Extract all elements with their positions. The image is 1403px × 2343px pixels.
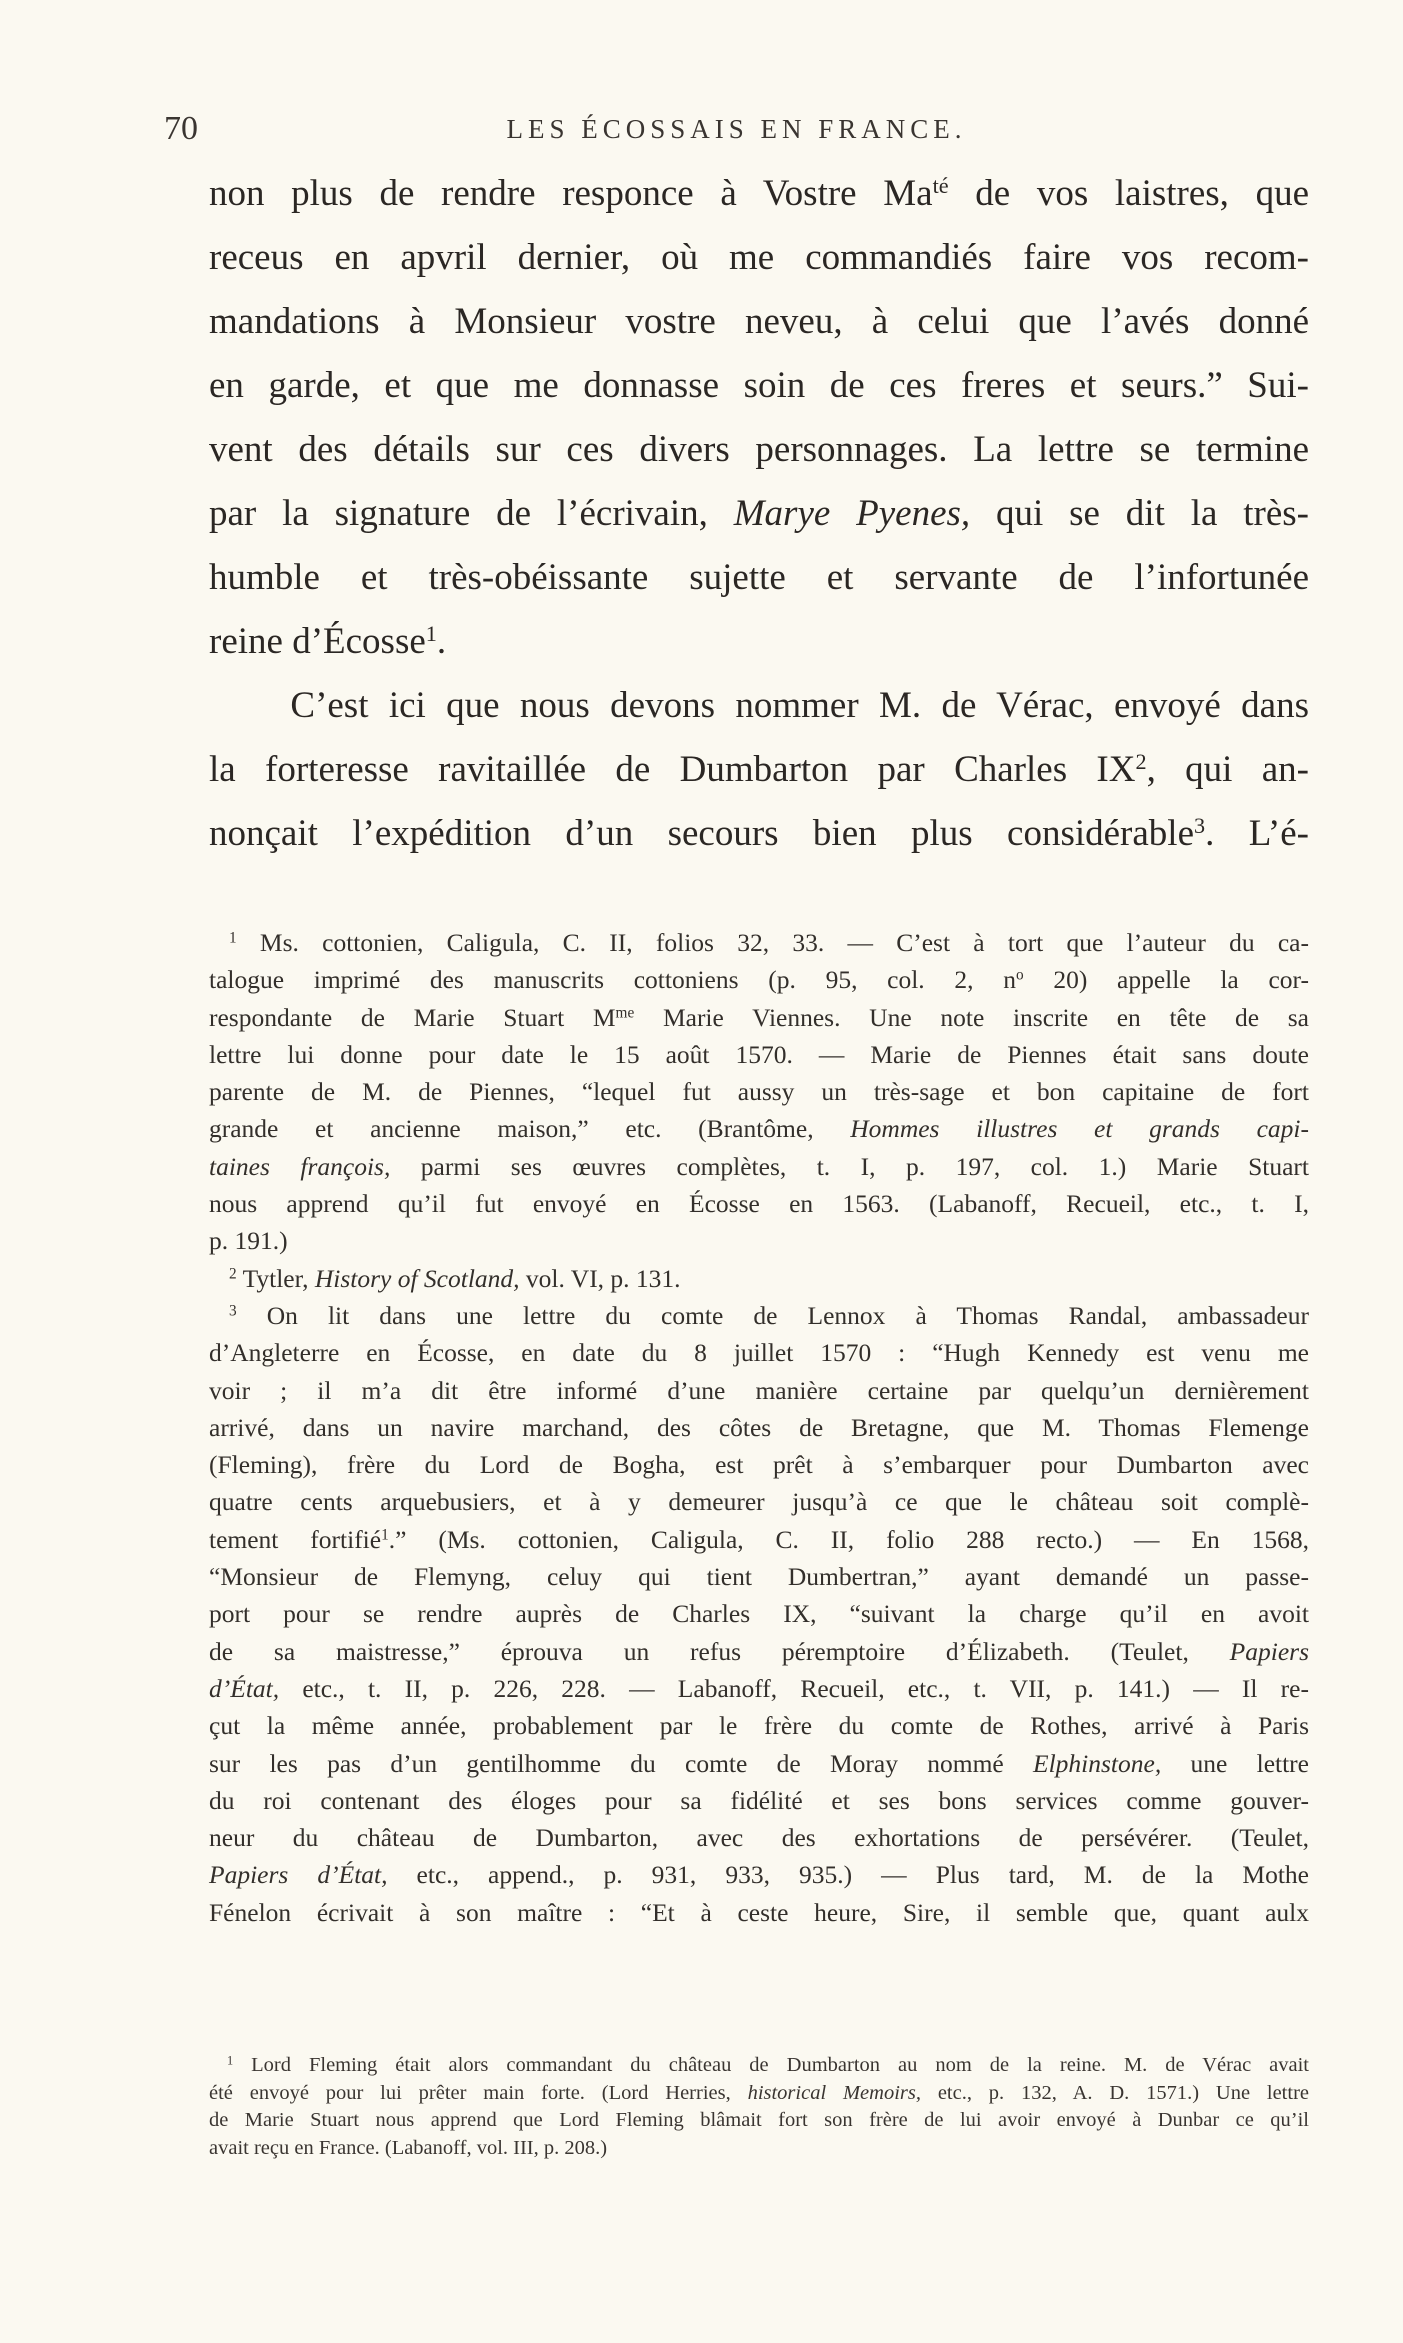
text-line	[209, 1558, 1309, 1595]
text-run: .	[436, 621, 447, 662]
superscript: 2	[229, 1265, 237, 1283]
italic-text: historical Memoirs,	[747, 2081, 921, 2104]
text-line	[209, 2052, 1309, 2080]
text-run: respondante de Marie Stuart M	[209, 1002, 616, 1032]
italic-text: d’État,	[209, 1673, 280, 1703]
text-run: neur du château de Dumbarton, avec des exhortations de persévérer. (Teulet,	[209, 1823, 1309, 1853]
text-line	[209, 674, 1309, 738]
running-header	[164, 110, 1309, 154]
superscript: o	[1015, 966, 1024, 984]
italic-text: Hommes illustres et grands capi-	[850, 1114, 1309, 1144]
text-run: nous apprend qu’il fut envoyé en Écosse en 1563. (Labanoff, Recueil, etc., t. I,	[209, 1189, 1309, 1219]
text-line	[209, 1185, 1309, 1222]
text-line	[209, 1670, 1309, 1707]
text-line	[209, 546, 1309, 610]
text-line	[209, 1521, 1309, 1558]
text-run: talogue imprimé des manuscrits cottoniens (p. 95, col. 2, n	[209, 965, 1016, 995]
text-line	[209, 1483, 1309, 1520]
text-run: p. 191.)	[209, 1226, 288, 1256]
text-run: de sa maistresse,” éprouva un refus péremptoire d’Élizabeth. (Teulet,	[209, 1636, 1230, 1666]
text-run: été envoyé pour lui prêter main forte. (Lord Herries,	[209, 2081, 748, 2104]
text-run: etc., t. II, p. 226, 228. — Labanoff, Recueil, etc., t. VII, p. 141.) — Il re-	[279, 1673, 1309, 1703]
text-run: voir ; il m’a dit être informé d’une manière certaine par quelqu’un dernièrement	[209, 1375, 1309, 1405]
superscript: 1	[227, 2053, 234, 2068]
text-run: par la signature de l’écrivain,	[209, 493, 734, 534]
text-line	[209, 1073, 1309, 1110]
text-run: On lit dans une lettre du comte de Lennox à Thomas Randal, ambassadeur	[236, 1300, 1309, 1330]
text-line	[209, 226, 1309, 290]
text-run: arrivé, dans un navire marchand, des côtes de Bretagne, que M. Thomas Flemenge	[209, 1412, 1309, 1442]
text-run: la forteresse ravitaillée de Dumbarton par Charles IX	[209, 749, 1136, 790]
text-line	[209, 1819, 1309, 1856]
text-run: parmi ses œuvres complètes, t. I, p. 197, col. 1.) Marie Stuart	[390, 1151, 1309, 1181]
text-line	[209, 999, 1309, 1036]
superscript: 3	[1194, 812, 1206, 838]
text-run: parente de M. de Piennes, “lequel fut aussy un très-sage et bon capitaine de fort	[209, 1077, 1309, 1107]
text-line	[209, 2135, 1309, 2163]
text-run: çut la même année, probablement par le frère du comte de Rothes, arrivé à Paris	[209, 1711, 1309, 1741]
text-run: qui se dit la très-	[970, 493, 1309, 534]
italic-text: Papiers	[1229, 1636, 1309, 1666]
text-line	[209, 354, 1309, 418]
text-run: de Marie Stuart nous apprend que Lord Fleming blâmait fort son frère de lui avoir envoyé à Dunbar ce qu’il	[209, 2109, 1309, 2131]
text-line	[209, 1782, 1309, 1819]
text-line	[209, 1036, 1309, 1073]
text-run: grande et ancienne maison,” etc. (Brantôme,	[209, 1114, 851, 1144]
text-run: Fénelon écrivait à son maître : “Et à ceste heure, Sire, il semble que, quant aulx	[209, 1897, 1309, 1927]
text-run: Lord Fleming était alors commandant du château de Dumbarton au nom de la reine. M. de Vérac avait	[233, 2054, 1309, 2076]
text-run: en garde, et que me donnasse soin de ces freres et seurs.” Sui-	[209, 365, 1309, 406]
superscript: 1	[229, 929, 237, 947]
text-line	[209, 2107, 1309, 2135]
text-run: Tytler,	[236, 1263, 315, 1293]
text-run: receus en apvril dernier, où me commandiés faire vos recom-	[209, 237, 1309, 278]
main-text	[209, 162, 1309, 866]
superscript: 1	[381, 1526, 389, 1544]
text-run: Marie Viennes. Une note inscrite en tête de sa	[634, 1002, 1309, 1032]
text-run: sur les pas d’un gentilhomme du comte de Moray nommé	[209, 1748, 1034, 1778]
text-run: port pour se rendre auprès de Charles IX, “suivant la charge qu’il en avoit	[209, 1599, 1309, 1629]
text-line	[209, 1409, 1309, 1446]
text-run: mandations à Monsieur vostre neveu, à celui que l’avés donné	[209, 301, 1309, 342]
text-run: etc., p. 132, A. D. 1571.) Une lettre	[921, 2081, 1310, 2104]
text-line	[209, 1297, 1309, 1334]
italic-text: Marye Pyenes,	[733, 493, 971, 534]
text-run: d’Angleterre en Écosse, en date du 8 juillet 1570 : “Hugh Kennedy est venu me	[209, 1338, 1309, 1368]
text-line	[209, 418, 1309, 482]
text-line	[209, 1372, 1309, 1409]
text-line	[209, 1707, 1309, 1744]
text-line	[209, 1745, 1309, 1782]
superscript: 3	[229, 1302, 237, 1320]
text-run: humble et très-obéissante sujette et servante de l’infortunée	[209, 557, 1309, 598]
text-run: du roi contenant des éloges pour sa fidélité et ses bons services comme gouver-	[209, 1785, 1309, 1815]
page-number: 70	[164, 110, 198, 147]
text-run: Ms. cottonien, Caligula, C. II, folios 32, 33. — C’est à tort que l’auteur du ca-	[236, 928, 1309, 957]
text-line	[209, 162, 1309, 226]
text-run: vent des détails sur ces divers personnages. La lettre se termine	[209, 429, 1309, 470]
superscript: 1	[425, 620, 437, 646]
text-line	[209, 1595, 1309, 1632]
text-run: reine d’Écosse	[209, 621, 426, 662]
text-line	[209, 738, 1309, 802]
text-line	[209, 290, 1309, 354]
text-run: lettre lui donne pour date le 15 août 1570. — Marie de Piennes était sans doute	[209, 1039, 1309, 1069]
text-line	[209, 1148, 1309, 1185]
text-run: avait reçu en France. (Labanoff, vol. III, p. 208.)	[209, 2136, 608, 2159]
text-run: , qui an-	[1146, 749, 1309, 790]
text-run: . L’é-	[1205, 813, 1309, 854]
text-run: C’est ici que nous devons nommer M. de Vérac, envoyé dans	[209, 685, 1309, 726]
text-line	[209, 1334, 1309, 1371]
footnotes	[209, 924, 1309, 1931]
text-line	[209, 1446, 1309, 1483]
text-line	[209, 1222, 1309, 1259]
italic-text: Elphinstone,	[1033, 1748, 1162, 1778]
text-run: non plus de rendre responce à Vostre Ma	[209, 173, 933, 214]
text-line	[209, 924, 1309, 961]
text-run: etc., append., p. 931, 933, 935.) — Plus tard, M. de la Mothe	[387, 1860, 1309, 1890]
text-line	[209, 610, 1309, 674]
text-line	[209, 1894, 1309, 1931]
sub-footnotes	[209, 2052, 1309, 2162]
text-line	[209, 1633, 1309, 1670]
text-run: .” (Ms. cottonien, Caligula, C. II, folio 288 recto.) — En 1568,	[388, 1524, 1309, 1554]
text-run: (Fleming), frère du Lord de Bogha, est prêt à s’embarquer pour Dumbarton avec	[209, 1450, 1309, 1480]
text-line	[209, 802, 1309, 866]
superscript: me	[615, 1004, 635, 1022]
text-line	[209, 1110, 1309, 1147]
text-run: “Monsieur de Flemyng, celuy qui tient Dumbertran,” ayant demandé un passe-	[209, 1562, 1309, 1592]
text-line	[209, 2080, 1309, 2108]
text-run: nonçait l’expédition d’un secours bien plus considérable	[209, 813, 1195, 854]
superscript: té	[932, 172, 949, 198]
superscript: 2	[1135, 748, 1147, 774]
text-run: une lettre	[1161, 1748, 1309, 1778]
text-line	[209, 961, 1309, 998]
text-line	[209, 482, 1309, 546]
text-run: vol. VI, p. 131.	[519, 1263, 681, 1293]
italic-text: History of Scotland,	[314, 1263, 520, 1293]
text-run: de vos laistres, que	[948, 173, 1309, 214]
text-line	[209, 1856, 1309, 1893]
italic-text: Papiers d’État,	[209, 1860, 388, 1890]
text-run: tement fortifié	[209, 1524, 382, 1554]
italic-text: taines françois,	[209, 1151, 391, 1181]
text-run: 20) appelle la cor-	[1023, 965, 1309, 995]
text-line	[209, 1260, 1309, 1297]
running-title: LES ÉCOSSAIS EN FRANCE.	[506, 114, 967, 144]
text-run: quatre cents arquebusiers, et à y demeurer jusqu’à ce que le château soit complè-	[209, 1487, 1309, 1517]
